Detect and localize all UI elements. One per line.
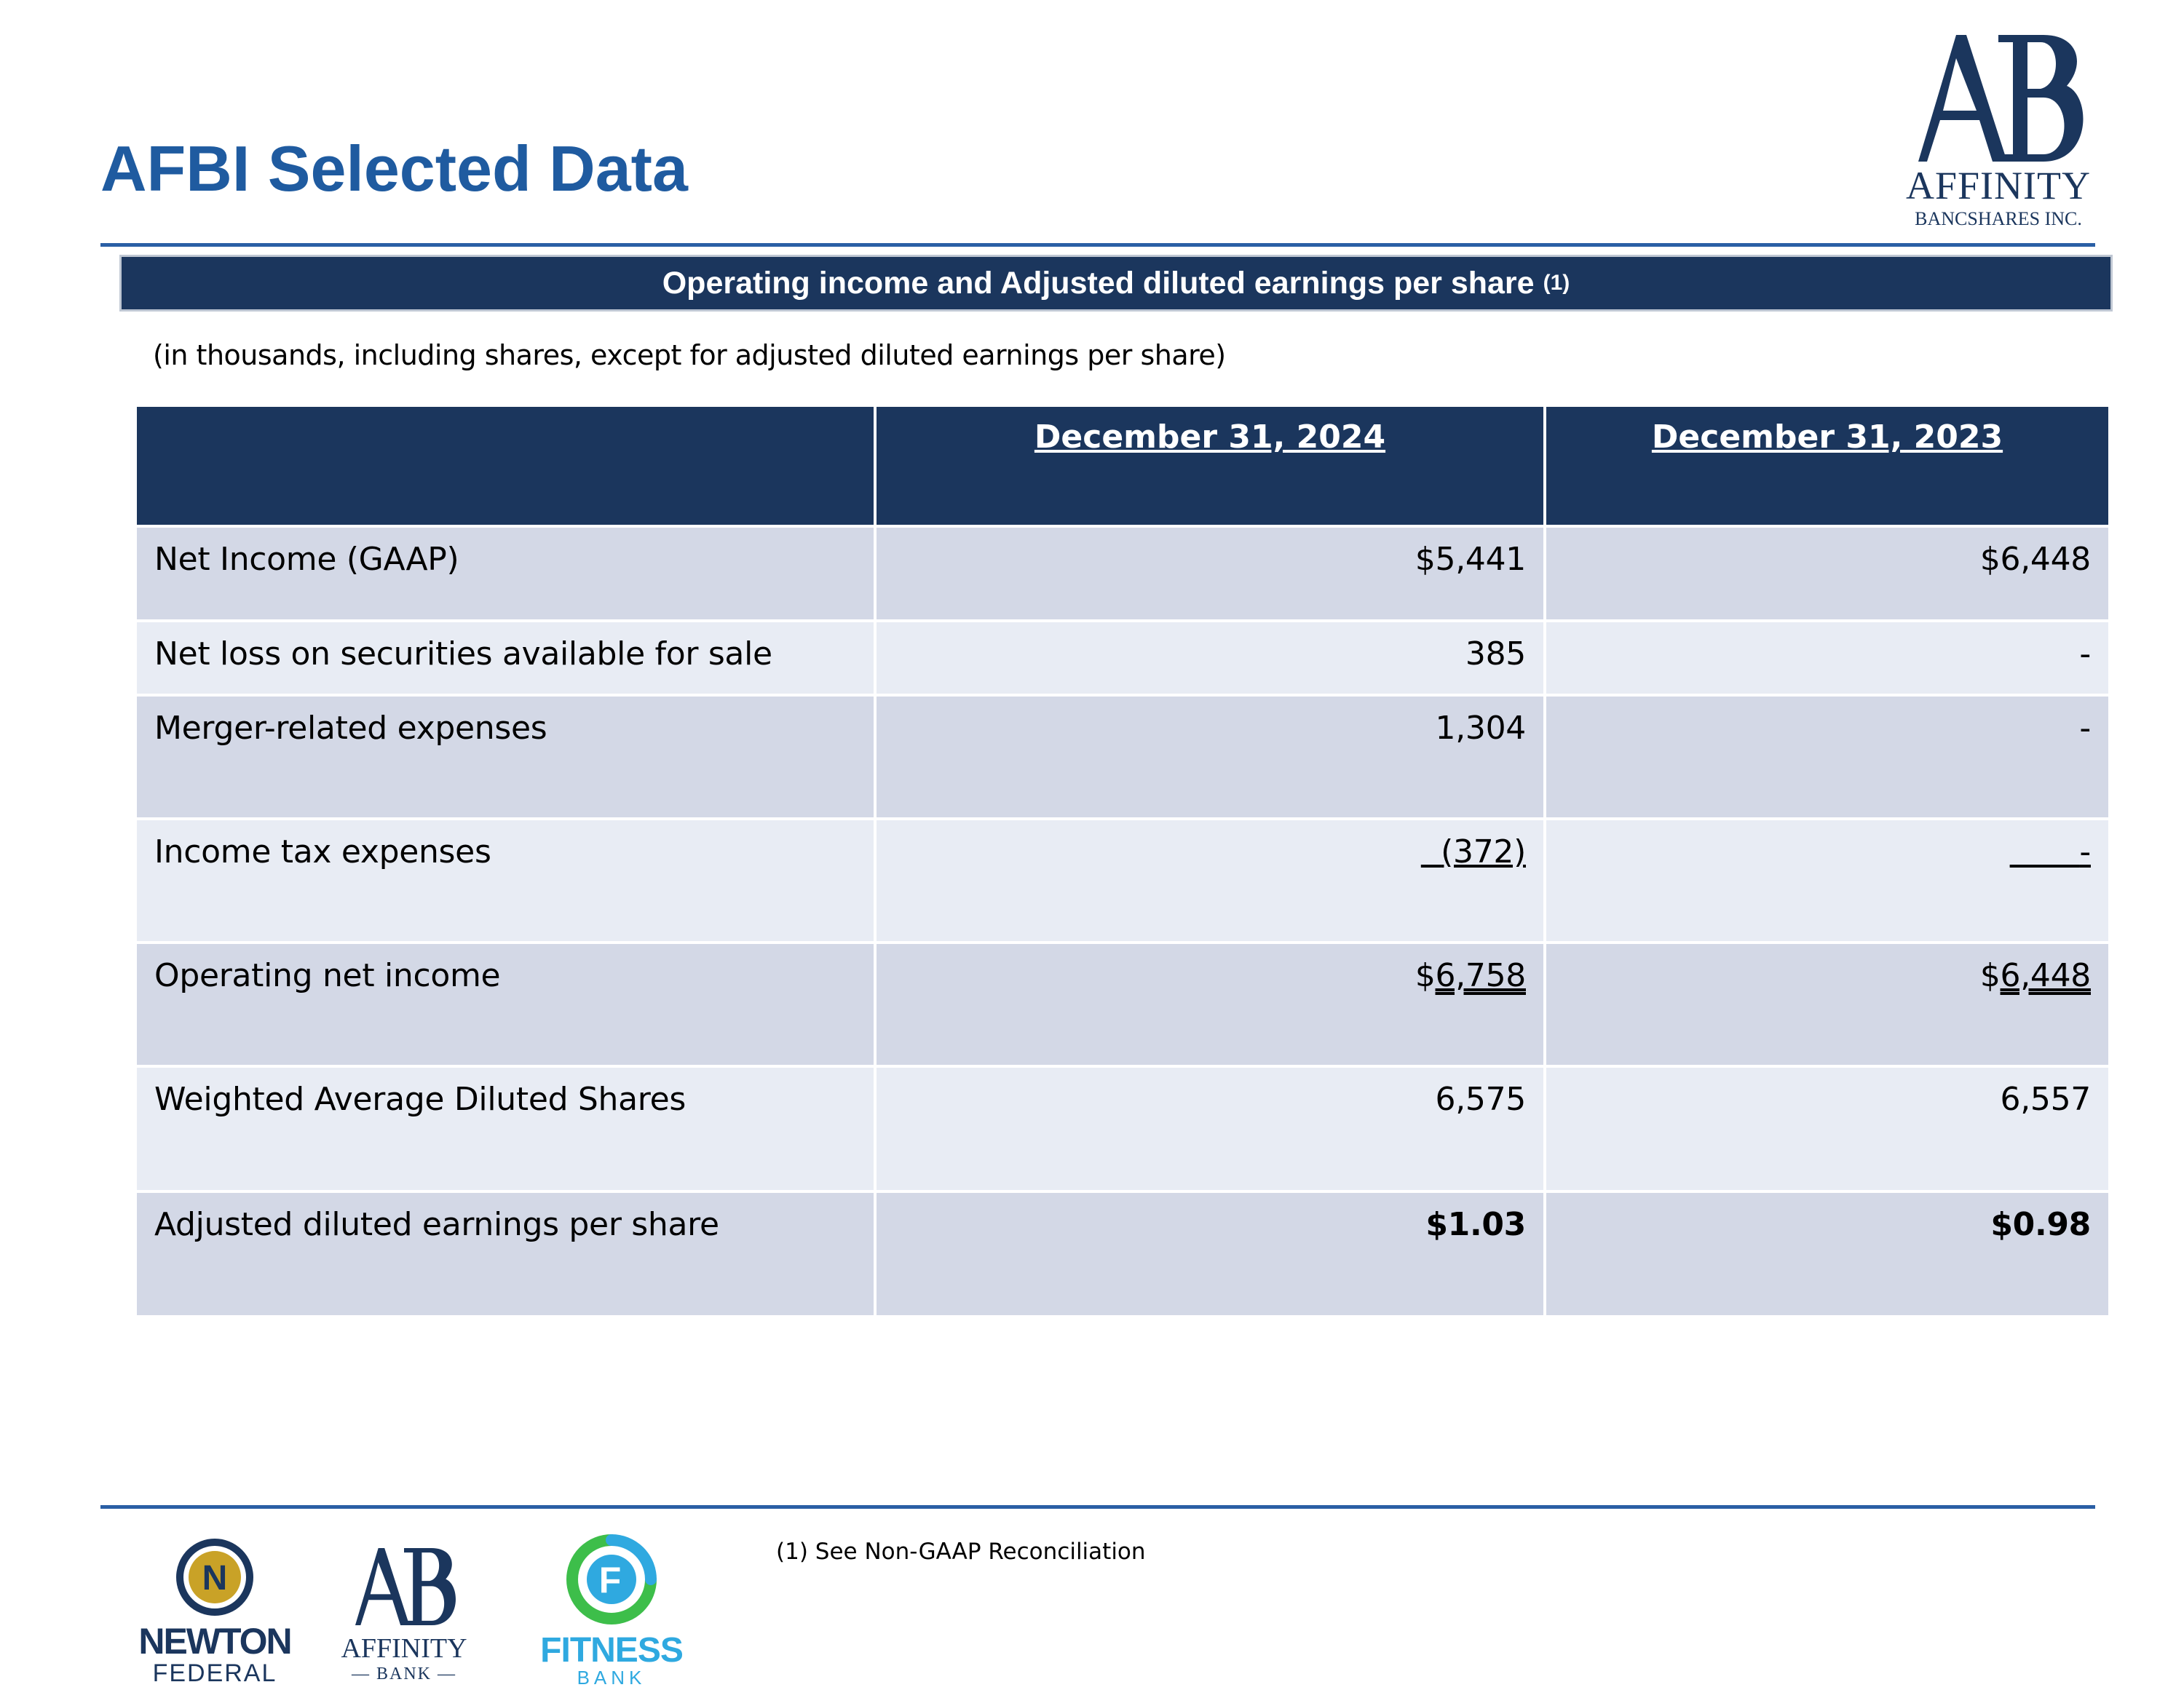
data-table (134, 404, 2111, 1318)
row-label: Weighted Average Diluted Shares (135, 1066, 875, 1191)
row-label: Net Income (GAAP) (135, 526, 875, 621)
table-header-row (135, 405, 2110, 526)
affinity-bank-sub: — BANK — (351, 1665, 456, 1683)
affinity-bancshares-logo (1882, 29, 2115, 240)
footnote: (1) See Non-GAAP Reconciliation (776, 1539, 1146, 1565)
value-2024: $5,441 (875, 526, 1545, 621)
value-2023: - (1545, 819, 2110, 943)
newton-name: NEWTON (138, 1621, 291, 1662)
value-2023: $0.98 (1545, 1191, 2110, 1317)
affinity-bank-logo (331, 1542, 477, 1687)
logo-subname: BANCSHARES INC. (1915, 208, 2082, 229)
page-title: AFBI Selected Data (100, 132, 688, 205)
value-2024: $1.03 (875, 1191, 1545, 1317)
table-subtitle: (in thousands, including shares, except for adjusted diluted earnings per share) (153, 339, 1226, 371)
value-2023: $6,448 (1545, 943, 2110, 1066)
newton-federal-logo (124, 1537, 306, 1690)
table-row (135, 1066, 2110, 1191)
table-row (135, 526, 2110, 621)
table-header-2024: December 31, 2024 (875, 405, 1545, 526)
newton-sub: FEDERAL (152, 1659, 277, 1687)
value-2023: - (1545, 621, 2110, 695)
fitness-sub: BANK (577, 1667, 646, 1689)
table-row (135, 943, 2110, 1066)
header-divider (100, 243, 2095, 247)
row-label: Income tax expenses (135, 819, 875, 943)
table-row (135, 1191, 2110, 1317)
section-banner (119, 255, 2113, 312)
value-2023: $6,448 (1545, 526, 2110, 621)
affinity-bank-name: AFFINITY (341, 1633, 467, 1664)
ab-monogram-icon (1905, 29, 2092, 167)
value-2024: (372) (875, 819, 1545, 943)
table-row (135, 695, 2110, 819)
section-banner-note: (1) (1543, 271, 1570, 295)
value-2024: 385 (875, 621, 1545, 695)
value-2023: - (1545, 695, 2110, 819)
row-label: Merger-related expenses (135, 695, 875, 819)
newton-n-icon (175, 1537, 255, 1617)
fitness-f-icon (566, 1534, 657, 1624)
table-row (135, 819, 2110, 943)
row-label: Net loss on securities available for sale (135, 621, 875, 695)
table-header-label (135, 405, 875, 526)
ab-monogram-small-icon (347, 1542, 461, 1632)
newton-mark: N (202, 1559, 228, 1598)
fitness-mark: F (598, 1560, 622, 1600)
value-2023: 6,557 (1545, 1066, 2110, 1191)
value-2024: 1,304 (875, 695, 1545, 819)
fitness-bank-logo (531, 1534, 692, 1687)
logo-name: AFFINITY (1905, 164, 2091, 207)
value-2024: $6,758 (875, 943, 1545, 1066)
section-banner-title: Operating income and Adjusted diluted earnings per share (662, 265, 1535, 301)
value-2024: 6,575 (875, 1066, 1545, 1191)
table-header-2023: December 31, 2023 (1545, 405, 2110, 526)
footer-divider (100, 1505, 2095, 1509)
table-row (135, 621, 2110, 695)
row-label: Operating net income (135, 943, 875, 1066)
fitness-name: FITNESS (540, 1631, 683, 1670)
row-label: Adjusted diluted earnings per share (135, 1191, 875, 1317)
